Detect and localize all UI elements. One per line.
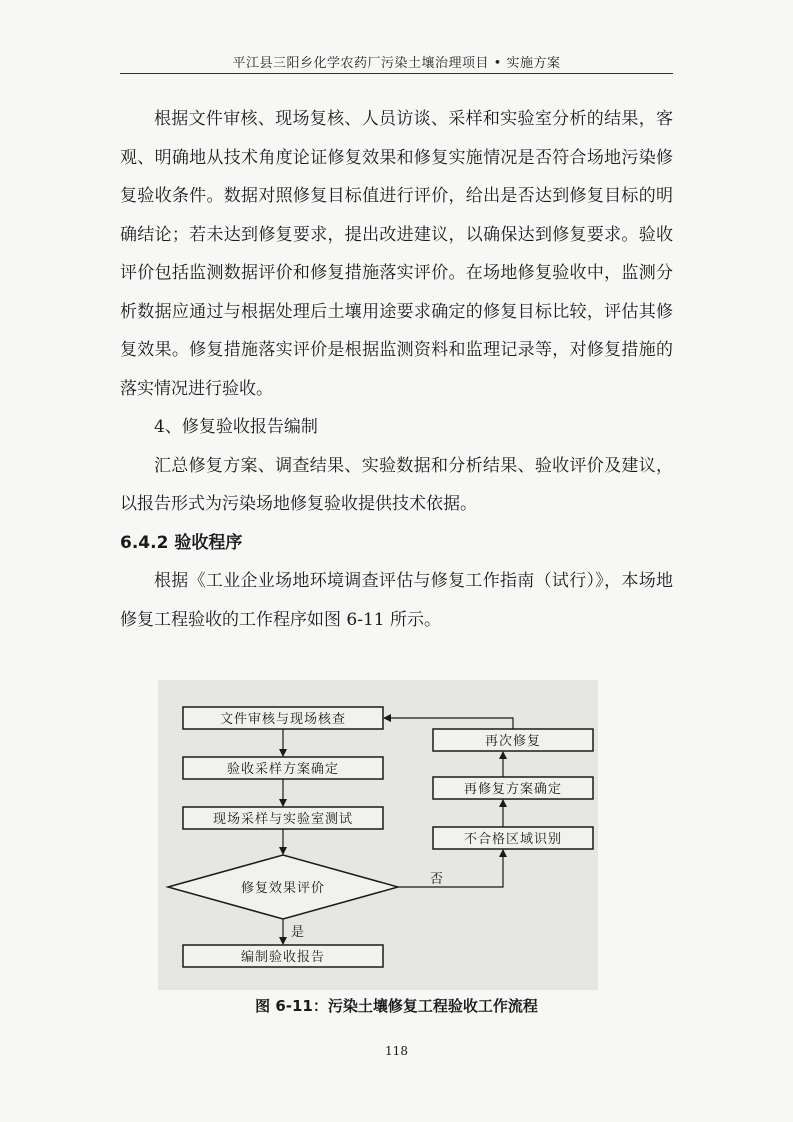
paragraph-procedure-intro: 根据《工业企业场地环境调查评估与修复工作指南（试行）》，本场地修复工程验收的工作程序如图 6-11 所示。 [120,571,673,630]
flowchart-figure [158,680,598,990]
figure-caption: 图 6-11：污染土壤修复工程验收工作流程 [255,997,538,1015]
box-field-lab-test-label: 现场采样与实验室测试 [212,812,354,827]
section-heading: 6.4.2 验收程序 [120,532,243,553]
arrow-loop-back [384,718,513,729]
box-re-remediation-plan-label: 再修复方案确定 [463,782,563,797]
box-document-review-label: 文件审核与现场核查 [219,712,347,727]
box-unqualified-area-label: 不合格区域识别 [463,832,563,847]
arrow-no-branch [398,850,503,887]
box-re-remediation-label: 再次修复 [484,734,542,749]
page-header: 平江县三阳乡化学农药厂污染土壤治理项目 • 实施方案 [232,56,561,71]
box-compile-report-label: 编制验收报告 [240,950,326,965]
flowchart-diagram [158,680,598,990]
item-report-compilation: 4、修复验收报告编制 [154,417,318,437]
decision-label: 修复效果评价 [240,881,326,896]
no-label: 否 [430,872,445,887]
page-number: 118 [385,1044,408,1058]
body-text [120,100,673,639]
yes-label: 是 [291,925,306,940]
paragraph-report-summary: 汇总修复方案、调查结果、实验数据和分析结果、验收评价及建议，以报告形式为污染场地修复验收提供技术依据。 [120,455,673,514]
box-sampling-plan-label: 验收采样方案确定 [226,762,340,777]
paragraph-acceptance-evaluation: 根据文件审核、现场复核、人员访谈、采样和实验室分析的结果，客观、明确地从技术角度论证修复效果和修复实施情况是否符合场地污染修复验收条件。数据对照修复目标值进行评价，给出是否达到修复目标的明确结论；若未达到修复要求，提出改进建议，以确保达到修复要求。验收评价包括监测数据评价和修复措施落实评价。在场地修复验收中，监测分析数据应通过与根据处理后土壤用途要求确定的修复目标比较，评估其修复效果。修复措施落实评价是根据监测资料和监理记录等，对修复措施的落实情况进行验收。 [120,109,673,399]
header-rule [120,73,673,74]
